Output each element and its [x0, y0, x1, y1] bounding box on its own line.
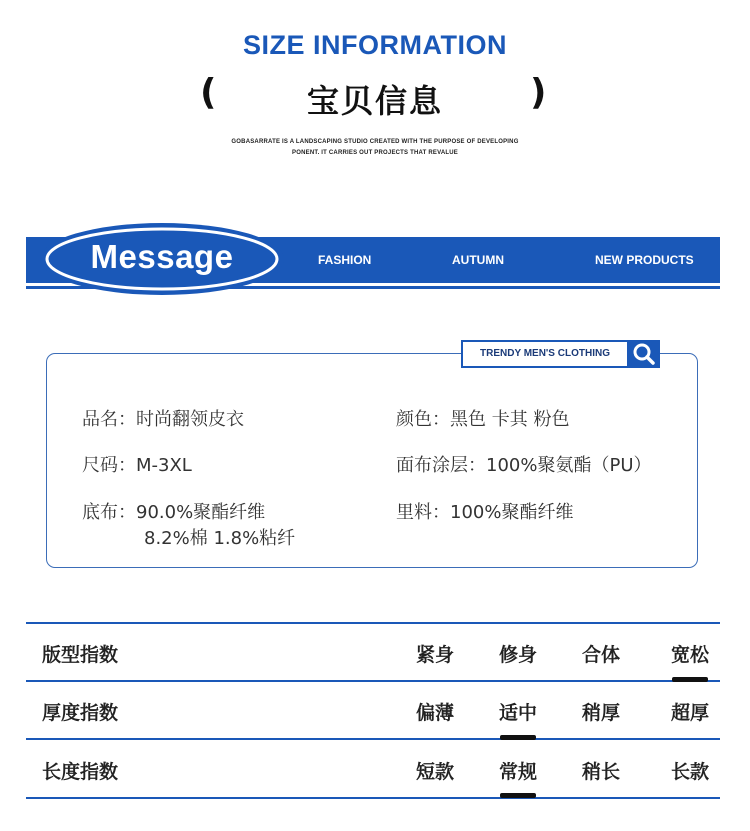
thickness-option-medium: 适中: [498, 702, 537, 724]
left-bracket: (: [200, 72, 217, 113]
product-color: 颜色：黑色 卡其 粉色: [396, 409, 570, 430]
length-option-short: 短款: [415, 761, 454, 783]
thickness-option-thicker: 稍厚: [581, 702, 620, 724]
message-badge-text: Message: [90, 238, 234, 275]
base-fabric-continued: 8.2%棉 1.8%粘纤: [144, 528, 296, 549]
right-bracket: ): [530, 72, 547, 113]
product-name: 品名：时尚翻领皮衣: [82, 409, 244, 430]
tagline-line-1: GOBASARRATE IS A LANDSCAPING STUDIO CREATED WITH THE PURPOSE OF DEVELOPING: [231, 139, 519, 145]
search-tag-label: TRENDY MEN'S CLOTHING: [461, 340, 629, 368]
banner-item-fashion: FASHION: [318, 253, 372, 267]
product-size: 尺码：M-3XL: [82, 455, 192, 476]
size-information-title: SIZE INFORMATION: [243, 30, 507, 60]
length-option-longer: 稍长: [581, 761, 620, 783]
thickness-index-label: 厚度指数: [42, 702, 119, 724]
base-fabric: 底布：90.0%聚酯纤维: [82, 502, 266, 523]
fit-selected-marker: [672, 677, 708, 682]
banner-item-new-products: NEW PRODUCTS: [595, 253, 694, 267]
thickness-selected-marker: [500, 735, 536, 740]
thickness-option-extra-thick: 超厚: [670, 702, 709, 724]
fabric-coating: 面布涂层：100%聚氨酯（PU）: [396, 455, 652, 476]
length-index-label: 长度指数: [42, 761, 119, 783]
divider-1: [26, 680, 720, 682]
lining: 里料：100%聚酯纤维: [396, 502, 574, 523]
fit-option-regular: 合体: [581, 644, 620, 666]
divider-bottom: [26, 797, 720, 799]
thickness-option-thin: 偏薄: [415, 702, 454, 724]
tagline-line-2: PONENT. IT CARRIES OUT PROJECTS THAT REVALUE: [292, 150, 458, 156]
divider-top: [26, 622, 720, 624]
length-selected-marker: [500, 793, 536, 798]
search-icon: [628, 340, 660, 368]
fit-option-tight: 紧身: [415, 644, 454, 666]
fit-option-slim: 修身: [498, 644, 537, 666]
product-info-title: 宝贝信息: [306, 82, 443, 120]
length-option-regular: 常规: [498, 761, 537, 783]
banner-item-autumn: AUTUMN: [452, 253, 504, 267]
divider-2: [26, 738, 720, 740]
fit-option-loose: 宽松: [670, 644, 709, 666]
fit-index-label: 版型指数: [42, 644, 119, 666]
length-option-long: 长款: [670, 761, 709, 783]
